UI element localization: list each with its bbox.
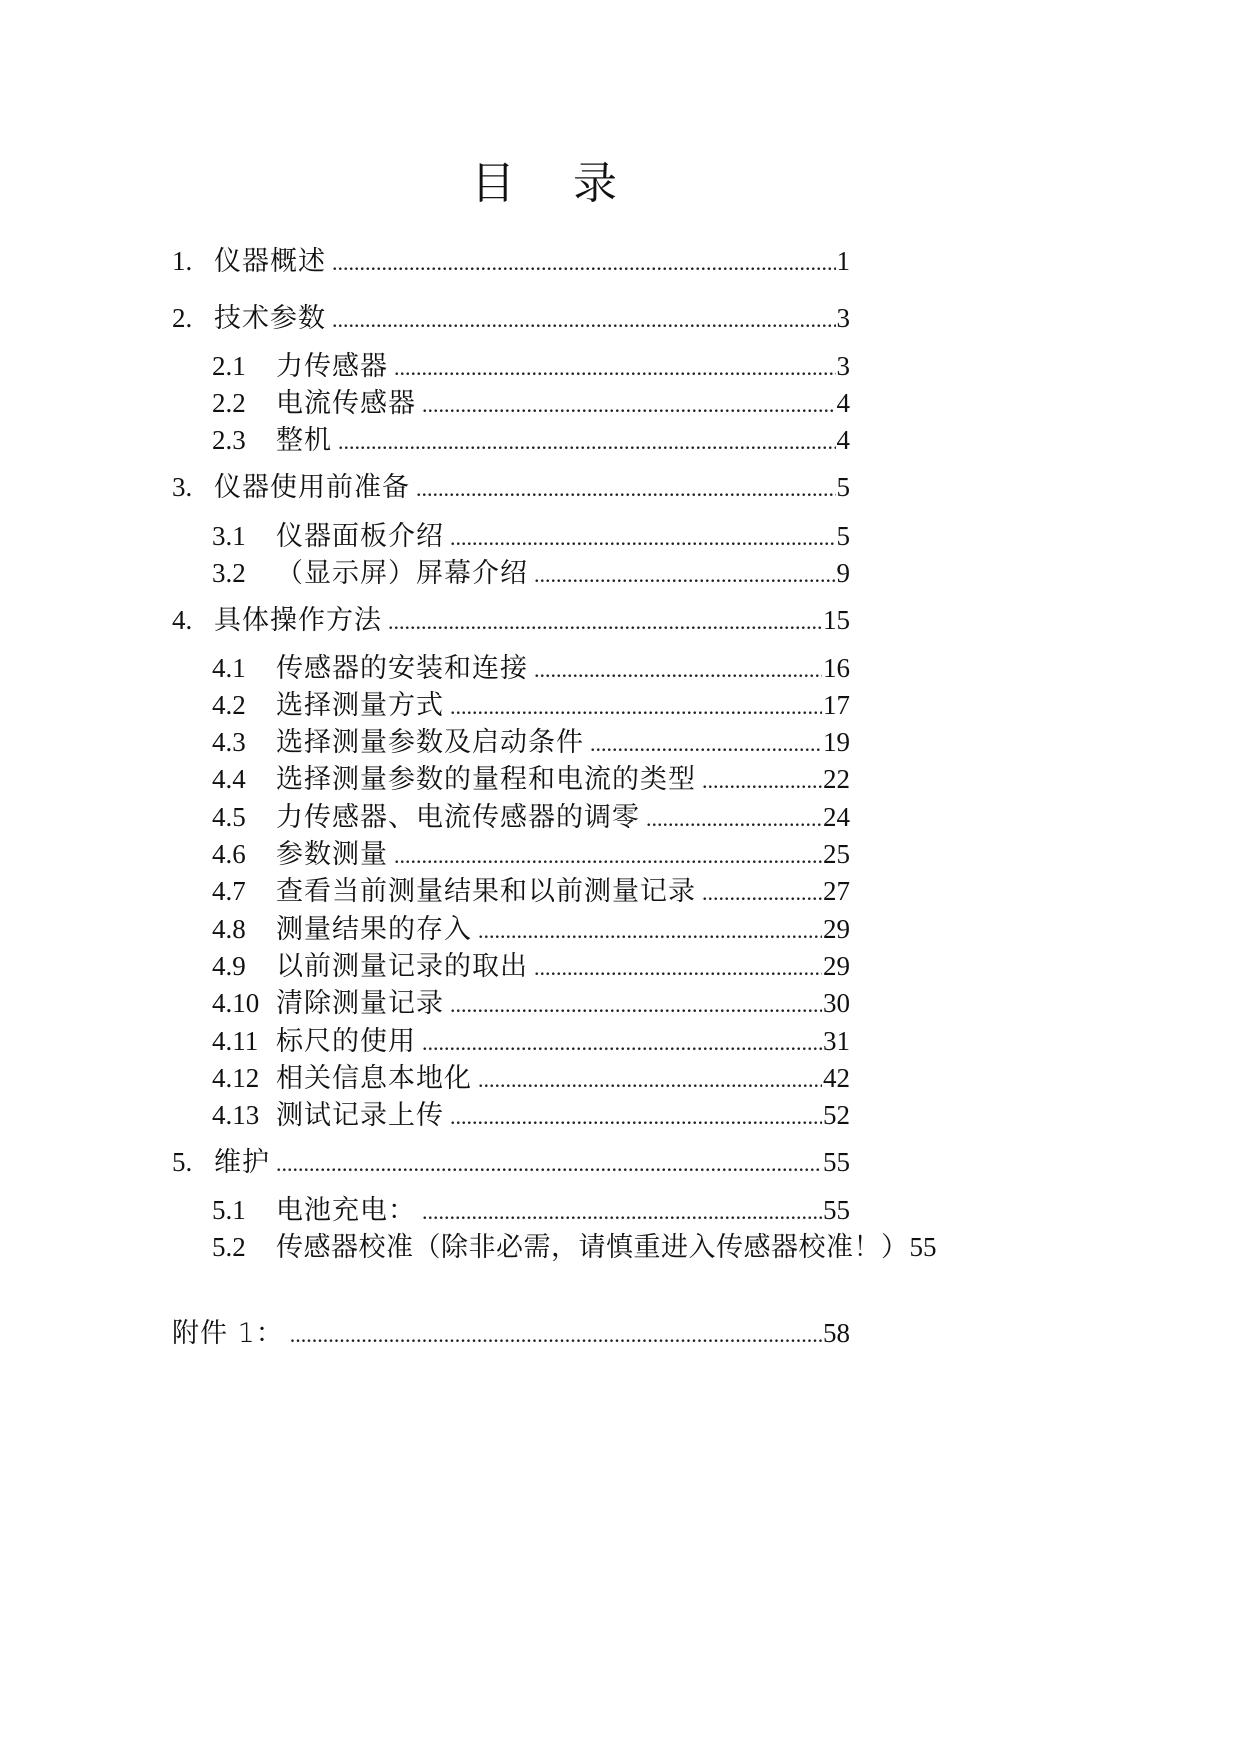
toc-entry[interactable] — [172, 603, 850, 637]
toc-number: 2.3 — [212, 425, 246, 455]
toc-number: 5. — [172, 1147, 193, 1177]
toc-number: 4.6 — [212, 839, 246, 869]
toc-entry[interactable] — [212, 349, 850, 383]
toc-label: 相关信息本地化 — [276, 1063, 472, 1094]
toc-label: 标尺的使用 — [276, 1026, 416, 1057]
toc-entry[interactable] — [212, 725, 850, 759]
dot-leader — [394, 351, 836, 385]
toc-label: 具体操作方法 — [214, 605, 382, 636]
toc-number: 4.1 — [212, 653, 246, 683]
toc-page-number: 17 — [823, 690, 850, 720]
toc-number: 4.4 — [212, 764, 246, 794]
toc-number: 4.3 — [212, 727, 246, 757]
toc-entry[interactable] — [172, 470, 850, 504]
toc-entry[interactable] — [212, 1193, 850, 1227]
toc-entry[interactable] — [172, 301, 850, 335]
toc-page-number: 3 — [836, 303, 850, 333]
toc-entry[interactable] — [212, 1061, 850, 1095]
toc-label: 仪器使用前准备 — [214, 472, 410, 503]
dot-leader — [422, 1026, 822, 1060]
toc-label: 测试记录上传 — [276, 1100, 444, 1131]
toc-entry[interactable] — [212, 423, 850, 457]
toc-label: 力传感器 — [276, 351, 388, 382]
toc-page-number: 9 — [836, 558, 850, 588]
toc-number: 4.12 — [212, 1063, 260, 1093]
toc-entry[interactable] — [212, 949, 850, 983]
dot-leader — [394, 839, 822, 873]
toc-label: 技术参数 — [214, 303, 326, 334]
toc-entry[interactable] — [212, 1098, 850, 1132]
dot-leader — [590, 727, 822, 761]
dot-leader — [702, 764, 822, 798]
toc-number: 5.1 — [212, 1195, 246, 1225]
toc-entry[interactable] — [212, 762, 850, 796]
toc-page-number: 55 — [823, 1147, 850, 1177]
toc-page-number: 55 — [909, 1232, 937, 1262]
toc-entry[interactable] — [212, 800, 850, 834]
toc-label: 仪器面板介绍 — [276, 521, 444, 552]
toc-page-number: 24 — [823, 802, 850, 832]
toc-entry-appendix[interactable] — [172, 1316, 850, 1350]
toc-page-number: 15 — [823, 605, 850, 635]
toc-number: 5.2 — [212, 1232, 246, 1262]
dot-leader — [534, 951, 822, 985]
toc-page-number: 31 — [823, 1026, 850, 1056]
dot-leader — [338, 425, 836, 459]
toc-page-number: 58 — [823, 1318, 850, 1348]
toc-page-number: 30 — [823, 988, 850, 1018]
dot-leader — [450, 1100, 822, 1134]
toc-entry[interactable] — [212, 556, 850, 590]
toc-label: （显示屏）屏幕介绍 — [276, 558, 528, 589]
toc-number: 3.1 — [212, 521, 246, 551]
toc-page-number: 4 — [836, 388, 850, 418]
toc-entry[interactable] — [172, 244, 850, 278]
dot-leader — [422, 388, 836, 422]
dot-leader — [450, 988, 822, 1022]
toc-page-number: 52 — [823, 1100, 850, 1130]
toc-page-number: 4 — [836, 425, 850, 455]
dot-leader — [276, 1147, 822, 1181]
toc-entry[interactable] — [212, 837, 850, 871]
toc-number: 4.13 — [212, 1100, 260, 1130]
toc-page-number: 5 — [836, 472, 850, 502]
toc-label: 选择测量参数及启动条件 — [276, 727, 584, 758]
toc-label: 传感器的安装和连接 — [276, 653, 528, 684]
toc-number: 2.1 — [212, 351, 246, 381]
toc-page-number: 3 — [836, 351, 850, 381]
toc-entry[interactable] — [172, 1145, 850, 1179]
toc-page-number: 42 — [823, 1063, 850, 1093]
toc-page-number: 16 — [823, 653, 850, 683]
toc-label: 测量结果的存入 — [276, 914, 472, 945]
dot-leader — [290, 1318, 822, 1352]
dot-leader — [332, 303, 836, 337]
toc-number: 4.10 — [212, 988, 260, 1018]
toc-number: 4.11 — [212, 1026, 259, 1056]
toc-number: 3. — [172, 472, 193, 502]
dot-leader — [388, 605, 822, 639]
dot-leader — [702, 876, 822, 910]
toc-page-number: 29 — [823, 951, 850, 981]
toc-page-number: 22 — [823, 764, 850, 794]
dot-leader — [450, 690, 822, 724]
toc-label: 清除测量记录 — [276, 988, 444, 1019]
toc-number: 2. — [172, 303, 193, 333]
toc-entry[interactable] — [212, 986, 850, 1020]
toc-number: 4.9 — [212, 951, 246, 981]
toc-entry[interactable] — [212, 519, 850, 553]
toc-entry[interactable] — [212, 386, 850, 420]
toc-number: 1. — [172, 246, 193, 276]
toc-page-number: 19 — [823, 727, 850, 757]
toc-label: 选择测量方式 — [276, 690, 444, 721]
toc-label: 整机 — [276, 425, 332, 456]
toc-label: 传感器校准（除非必需，请慎重进入传感器校准！） — [276, 1232, 909, 1263]
toc-label: 力传感器、电流传感器的调零 — [276, 802, 640, 833]
toc-number: 4.7 — [212, 876, 246, 906]
dot-leader — [332, 246, 836, 280]
toc-number: 4.8 — [212, 914, 246, 944]
toc-label: 电流传感器 — [276, 388, 416, 419]
toc-entry[interactable] — [212, 912, 850, 946]
toc-page-number: 29 — [823, 914, 850, 944]
dot-leader — [478, 914, 822, 948]
toc-label: 电池充电： — [276, 1195, 416, 1226]
dot-leader — [422, 1195, 822, 1229]
page-title: 目 录 — [471, 158, 639, 209]
toc-number: 3.2 — [212, 558, 246, 588]
toc-number: 4. — [172, 605, 193, 635]
toc-page-number: 5 — [836, 521, 850, 551]
toc-entry[interactable] — [212, 688, 850, 722]
toc-label: 参数测量 — [276, 839, 388, 870]
toc-entry[interactable] — [212, 651, 850, 685]
toc-label: 附件 1： — [172, 1318, 284, 1349]
toc-page-number: 25 — [823, 839, 850, 869]
dot-leader — [646, 802, 822, 836]
toc-number: 2.2 — [212, 388, 246, 418]
toc-label: 以前测量记录的取出 — [276, 951, 528, 982]
dot-leader — [534, 558, 836, 592]
toc-label: 维护 — [214, 1147, 270, 1178]
dot-leader — [534, 653, 822, 687]
toc-page-number: 27 — [823, 876, 850, 906]
dot-leader — [450, 521, 836, 555]
toc-label: 仪器概述 — [214, 246, 326, 277]
toc-page-number: 55 — [823, 1195, 850, 1225]
toc-entry[interactable] — [212, 1230, 937, 1264]
toc-page-number: 1 — [836, 246, 850, 276]
toc-entry[interactable] — [212, 1024, 850, 1058]
toc-number: 4.5 — [212, 802, 246, 832]
dot-leader — [478, 1063, 822, 1097]
toc-number: 4.2 — [212, 690, 246, 720]
toc-label: 选择测量参数的量程和电流的类型 — [276, 764, 696, 795]
toc-entry[interactable] — [212, 874, 850, 908]
dot-leader — [416, 472, 836, 506]
toc-label: 查看当前测量结果和以前测量记录 — [276, 876, 696, 907]
